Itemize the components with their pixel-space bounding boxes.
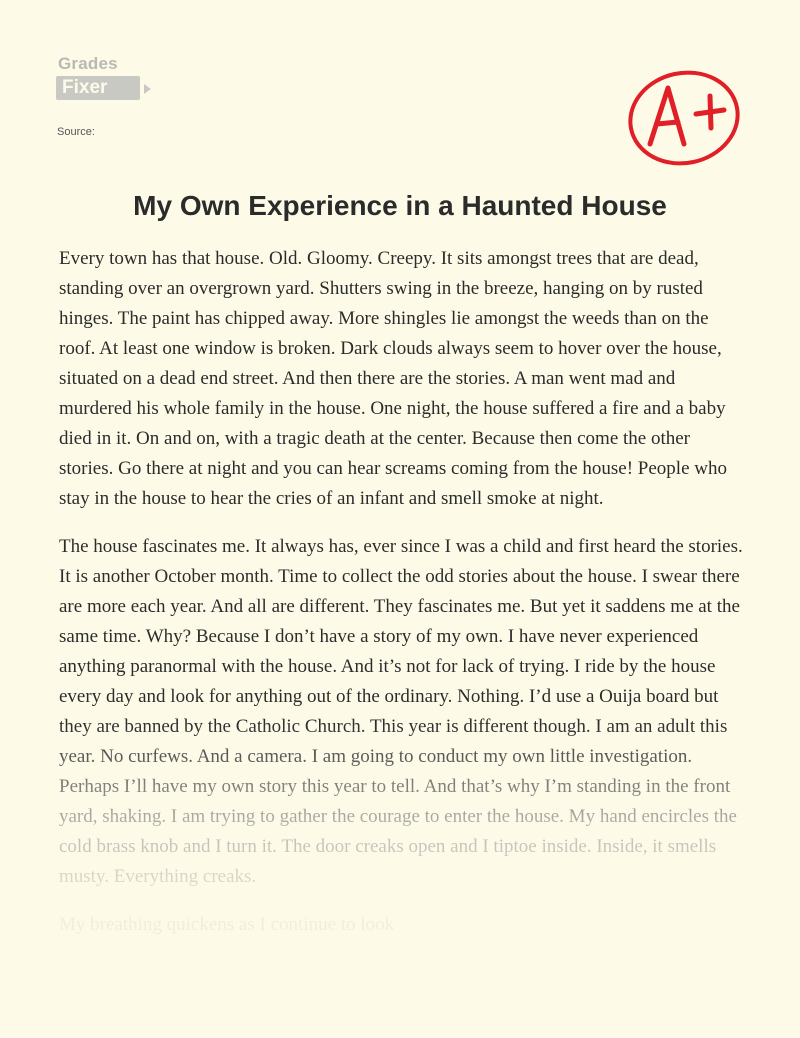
logo-arrow-icon <box>144 84 151 94</box>
gradesfixer-logo[interactable] <box>56 54 166 102</box>
logo-box <box>56 76 140 100</box>
essay-title: My Own Experience in a Haunted House <box>133 190 667 221</box>
logo-text-fixer: Fixer <box>62 77 108 98</box>
logo-text-grades: Grades <box>58 54 118 73</box>
essay-paragraph-faded: My breathing quickens as I continue to look <box>59 914 395 935</box>
essay-paragraph: Every town has that house. Old. Gloomy. Creepy. It sits amongst trees that are dead, standing over an overgrown yard. Shutters swing in the breeze, hanging on by rusted hinges. The paint has chipped away. More shingles lie amongst the weeds than on the roof. At least one window is broken. Dark clouds always seem to hover over the house, situated on a dead end street. And then there are the stories. A man went mad and murdered his whole family in the house. One night, the house suffered a fire and a baby died in it. On and on, with a tragic death at the center. Because then come the other stories. Go there at night and you can hear screams coming from the house! People who stay in the house to hear the cries of an infant and smell smoke at night. <box>59 248 727 509</box>
a-plus-grade-stamp <box>624 66 748 170</box>
essay-body <box>59 244 749 958</box>
source-label: Source: <box>57 126 95 138</box>
essay-paragraph: The house fascinates me. It always has, ever since I was a child and first heard the stories. It is another October month. Time to collect the odd stories about the house. I swear there are more each year. And all are different. They fascinates me. But yet it saddens me at the same time. Why? Because I don’t have a story of my own. I have never experienced anything paranormal with the house. And it’s not for lack of trying. I ride by the house every day and look for anything out of the ordinary. Nothing. I’d use a Ouija board but they are banned by the Catholic Church. This year is different though. I am an adult this year. No curfews. And a camera. I am going to conduct my own little investigation. Perhaps I’ll have my own story this year to tell. And that’s why I’m standing in the front yard, shaking. I am trying to gather the courage to enter the house. My hand encircles the cold brass knob and I turn it. The door creaks open and I tiptoe inside. Inside, it smells musty. Everything creaks. <box>59 532 749 892</box>
content-fade-overlay <box>0 960 800 1038</box>
